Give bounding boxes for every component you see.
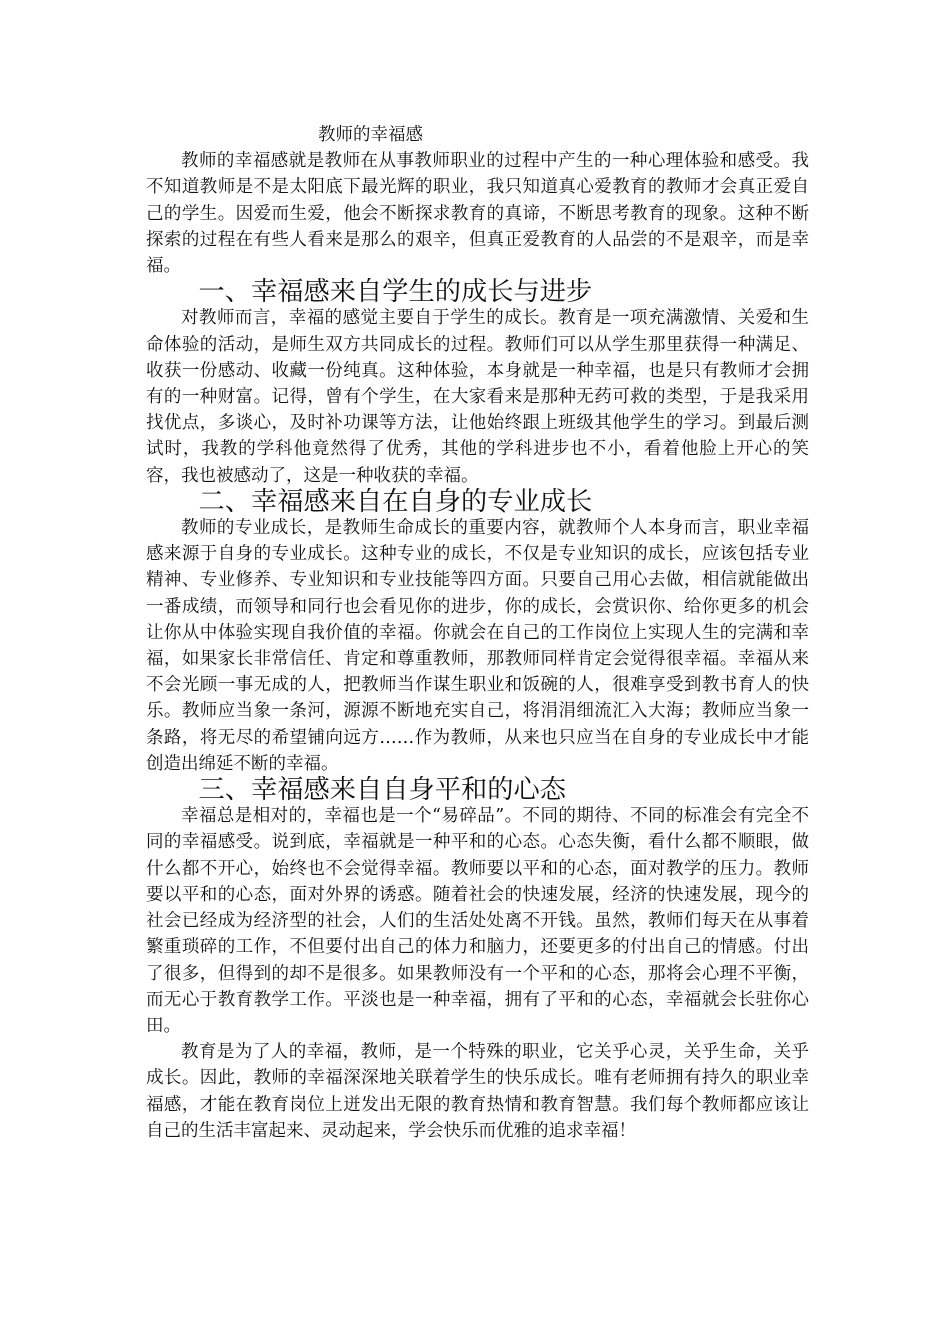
section-3-paragraph: 幸福总是相对的，幸福也是一个“易碎品”。不同的期待、不同的标准会有完全不同的幸福感受。说到底，幸福就是一种平和的心态。心态失衡，看什么都不顺眼，做什么都不开心，始终也不会觉得幸福。教师要以平和的心态，面对教学的压力。教师要以平和的心态，面对外界的诱惑。随着社会的快速发展，经济的快速发展，现今的社会已经成为经济型的社会，人们的生活处处离不开钱。虽然，教师们每天在从事着繁重琐碎的工作，不但要付出自己的体力和脑力，还要更多的付出自己的情感。付出了很多，但得到的却不是很多。如果教师没有一个平和的心态，那将会心理不平衡，而无心于教育教学工作。平淡也是一种幸福，拥有了平和的心态，幸福就会长驻你心田。 — [146, 806, 809, 1036]
intro-paragraph: 教师的幸福感就是教师在从事教师职业的过程中产生的一种心理体验和感受。我不知道教师是不是太阳底下最光辉的职业，我只知道真心爱教育的教师才会真正爱自己的学生。因爱而生爱，他会不断探求教育的真谛，不断思考教育的现象。这种不断探索的过程在有些人看来是那么的艰辛，但真正爱教育的人品尝的不是艰辛，而是幸福。 — [146, 151, 809, 277]
document-title: 教师的幸福感 — [318, 125, 423, 145]
section-2-heading: 二、幸福感来自在自身的专业成长 — [198, 486, 593, 517]
section-1-paragraph: 对教师而言，幸福的感觉主要自于学生的成长。教育是一项充满激情、关爱和生命体验的活动，是师生双方共同成长的过程。教师们可以从学生那里获得一种满足、收获一份感动、收藏一份纯真。这种体验，本身就是一种幸福，也是只有教师才会拥有的一种财富。记得，曾有个学生，在大家看来是那种无药可救的类型，于是我采用找优点，多谈心，及时补功课等方法，让他始终跟上班级其他学生的学习。到最后测试时，我教的学科他竟然得了优秀，其他的学科进步也不小，看着他脸上开心的笑容，我也被感动了，这是一种收获的幸福。 — [146, 308, 809, 486]
section-1-heading: 一、幸福感来自学生的成长与进步 — [198, 277, 593, 308]
section-2-paragraph: 教师的专业成长，是教师生命成长的重要内容，就教师个人本身而言，职业幸福感来源于自身的专业成长。这种专业的成长，不仅是专业知识的成长，应该包括专业精神、专业修养、专业知识和专业技能等四方面。只要自己用心去做，相信就能做出一番成绩，而领导和同行也会看见你的进步，你的成长，会赏识你、给你更多的机会让你从中体验实现自我价值的幸福。你就会在自己的工作岗位上实现人生的完满和幸福，如果家长非常信任、肯定和尊重教师，那教师同样肯定会觉得很幸福。幸福从来不会光顾一事无成的人，把教师当作谋生职业和饭碗的人，很难享受到教书育人的快乐。教师应当象一条河，源源不断地充实自己，将涓涓细流汇入大海；教师应当象一条路，将无尽的希望铺向远方……作为教师，从来也只应当在自身的专业成长中才能创造出绵延不断的幸福。 — [146, 518, 809, 774]
document-body — [146, 122, 809, 1144]
section-3-heading: 三、幸福感来自自身平和的心态 — [198, 775, 566, 806]
conclusion-paragraph: 教育是为了人的幸福，教师，是一个特殊的职业，它关乎心灵，关乎生命，关乎成长。因此，教师的幸福深深地关联着学生的快乐成长。唯有老师拥有持久的职业幸福感，才能在教育岗位上迸发出无限的教育热情和教育智慧。我们每个教师都应该让自己的生活丰富起来、灵动起来，学会快乐而优雅的追求幸福！ — [146, 1042, 809, 1141]
